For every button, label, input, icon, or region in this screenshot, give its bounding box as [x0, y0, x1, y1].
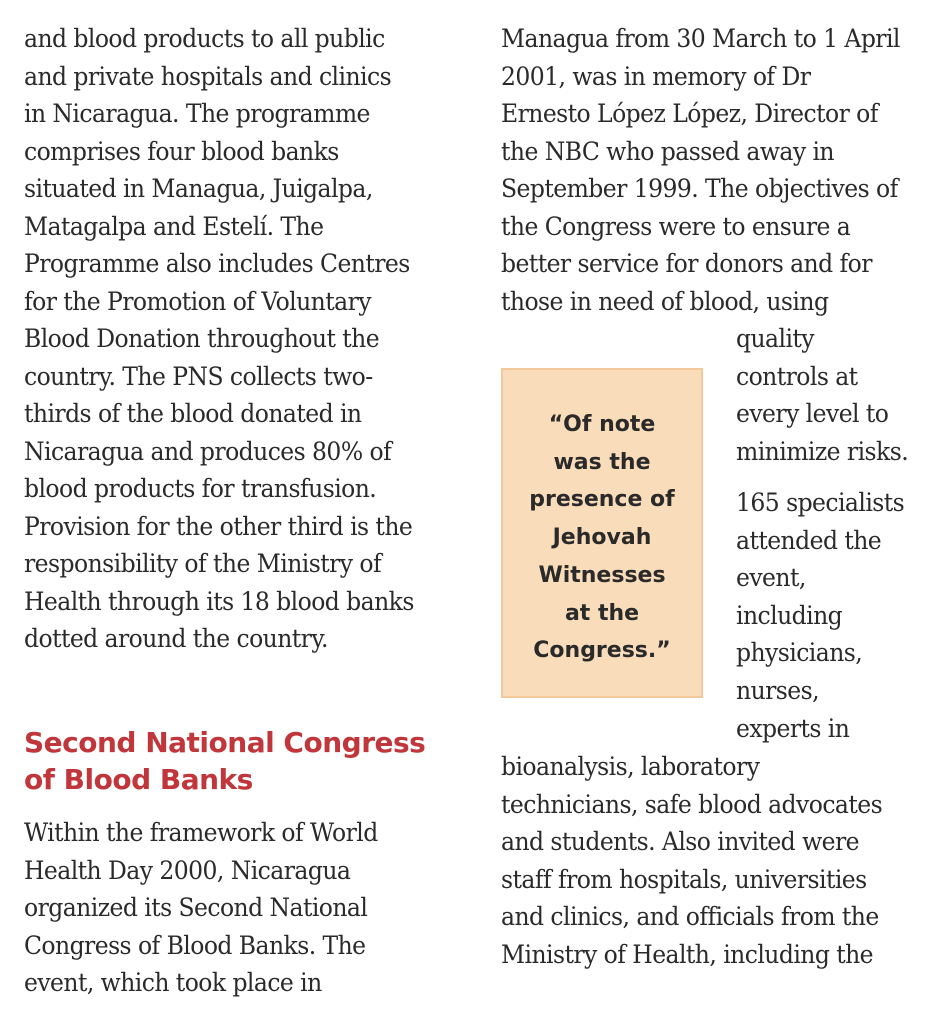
text-line: experts in	[736, 713, 850, 743]
heading-line: of Blood Banks	[24, 763, 253, 796]
text-line: Programme also includes Centres	[24, 249, 410, 278]
text-line: situated in Managua, Juigalpa,	[24, 174, 373, 203]
text-line: minimize risks.	[736, 436, 909, 466]
text-line: Health through its 18 blood banks	[24, 586, 414, 616]
text-line: and private hospitals and clinics	[24, 61, 392, 91]
text-line: 2001, was in memory of Dr	[501, 61, 811, 91]
pull-quote-box	[501, 368, 703, 698]
text-line: blood products for transfusion.	[24, 474, 377, 503]
text-line: and blood products to all public	[24, 24, 385, 53]
text-line: technicians, safe blood advocates	[501, 789, 883, 819]
text-line: staff from hospitals, universities	[501, 864, 867, 894]
text-line: September 1999. The objectives of	[501, 174, 898, 203]
text-line: Provision for the other third is the	[24, 511, 413, 541]
text-line: nurses,	[736, 676, 820, 705]
text-line: 165 specialists	[736, 488, 905, 517]
text-line: responsibility of the Ministry of	[24, 549, 382, 578]
pull-quote-line: Congress.”	[533, 638, 671, 664]
text-line: for the Promotion of Voluntary	[24, 286, 371, 316]
text-line: Ministry of Health, including the	[501, 939, 874, 969]
text-line: the Congress were to ensure a	[501, 211, 851, 241]
text-line: organized its Second National	[24, 893, 368, 922]
text-line: Blood Donation throughout the	[24, 324, 380, 353]
text-line: Ernesto López López, Director of	[501, 99, 878, 128]
text-line: dotted around the country.	[24, 624, 328, 653]
text-line: every level to	[736, 399, 889, 428]
text-line: in Nicaragua. The programme	[24, 99, 370, 128]
text-line: including	[736, 600, 843, 630]
text-line: quality	[736, 324, 815, 353]
text-line: and clinics, and officials from the	[501, 902, 879, 931]
pull-quote-line: was the	[553, 449, 651, 475]
text-line: Health Day 2000, Nicaragua	[24, 855, 351, 885]
pull-quote-line: presence of	[529, 487, 675, 513]
pull-quote-line: Witnesses	[538, 562, 666, 588]
pull-quote-line: Jehovah	[552, 525, 652, 551]
text-line: thirds of the blood donated in	[24, 399, 362, 428]
text-line: Managua from 30 March to 1 April	[501, 24, 900, 53]
text-line: event,	[736, 563, 806, 593]
text-line: bioanalysis, laboratory	[501, 752, 760, 781]
text-line: physicians,	[736, 638, 863, 668]
text-line: controls at	[736, 361, 858, 391]
text-line: and students. Also invited were	[501, 827, 859, 856]
text-line: event, which took place in	[24, 968, 322, 997]
text-line: Within the framework of World	[24, 818, 378, 847]
text-line: comprises four blood banks	[24, 136, 339, 166]
pull-quote-line: at the	[564, 600, 640, 626]
text-line: country. The PNS collects two-	[24, 361, 373, 391]
text-line: those in need of blood, using	[501, 286, 829, 316]
text-line: Matagalpa and Estelí. The	[24, 211, 324, 241]
heading-line: Second National Congress	[24, 726, 426, 759]
text-line: the NBC who passed away in	[501, 136, 835, 166]
text-line: attended the	[736, 525, 882, 555]
text-line: Congress of Blood Banks. The	[24, 930, 366, 960]
text-line: better service for donors and for	[501, 249, 872, 278]
text-line: Nicaragua and produces 80% of	[24, 436, 392, 466]
pull-quote-line: “Of note	[548, 412, 656, 437]
